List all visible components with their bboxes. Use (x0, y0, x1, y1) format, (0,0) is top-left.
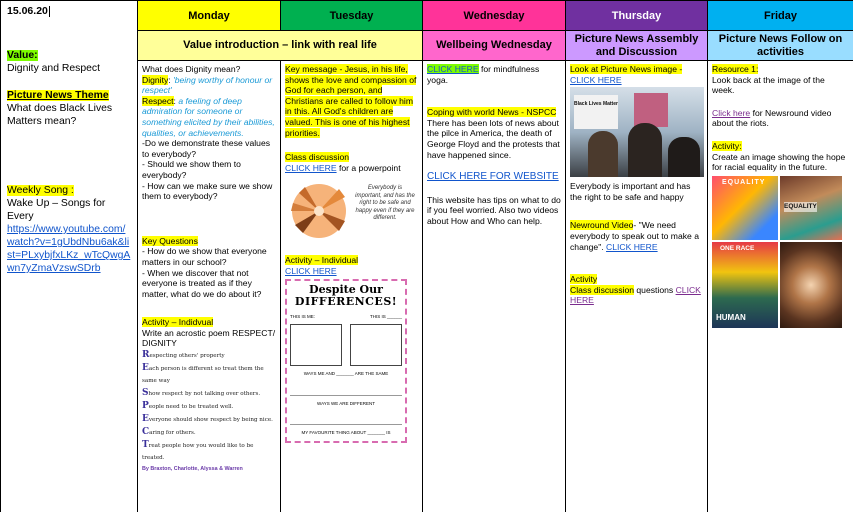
wednesday-header: Wednesday (423, 1, 565, 31)
website-text: This website has tips on what to do if you feel worried. Also two videos about How and Who can help. (427, 194, 561, 226)
thursday-column (566, 1, 708, 512)
acrostic-initial: T (142, 440, 149, 451)
song-link[interactable]: https://www.youtube.com/watch?v=1gUbdNbu6ak&list=PLxybjfxLKz_wTcQwgAwn7yZmaVzswSDrb (7, 224, 131, 274)
acrostic-initial: E (142, 414, 149, 425)
follow-on-subheader: Picture News Follow on activities (708, 31, 853, 61)
protester-2 (628, 123, 662, 177)
tuesday-body (281, 62, 422, 512)
value-introduction-subheader: Value introduction – link with real life (138, 31, 423, 61)
art-equality-hands-word: EQUALITY (784, 202, 817, 213)
website-link[interactable]: CLICK HERE FOR WEBSITE (427, 171, 559, 183)
monday-activity-text: Write an acrostic poem RESPECT/ DIGNITY (142, 327, 276, 349)
theme-text: What does Black Lives Matters mean? (7, 103, 113, 127)
key-message: Key message - Jesus, in his life, shows the love and compassion of God for each person, and Christians are called to follow him in this. All God's children are valued. This is one of his highest priorities. (285, 64, 417, 138)
thursday-body (566, 62, 707, 512)
acrostic-rest: especting others' property (149, 353, 225, 360)
coping-text: There has been lots of news about the pilce in America, the death of George Floyd and the protests that have happened since. (427, 117, 560, 160)
key-question-2: - When we discover that not everyone is treated as if they matter, what do we do about it? (142, 267, 262, 299)
worksheet-title-2: DIFFERENCES! (294, 294, 398, 308)
worksheet-this-is-me: THIS IS ME: (290, 313, 316, 319)
newsround-link[interactable]: CLICK HERE (606, 241, 658, 252)
protest-sign: Black Lives Matter (574, 95, 618, 129)
monday-body: What does Dignity mean? Dignity: 'being worthy of honour or respect' Respect: a feeling of deep admiration for someone or something elicited by their abilities, qualities, or achievements. -Do we demonstrate these values to everybody? - Should we show them to everybody? - How can we make sure we show them to everybody? Key Questions - How do we show that everyone matters in our school? - When we discover that not everyone is treated as if they matter, what do we do about it? Activity – Indidvual Write an acrostic poem RESPECT/ DIGNITY Respecting others' property Each person is different so treat them the same way Show respect by not talking over others. People need to be treated well. Everyone should show respect by being nice. Caring for others. Treat people how you would like to be treated. By Braxton, Charlotte, Alyssa & Warren (138, 62, 280, 512)
friday-activity-text: Create an image showing the hope for racial equality in the future. (712, 151, 846, 173)
monday-bullet-3: - How can we make sure we show them to everybody? (142, 180, 273, 202)
acrostic-line (142, 362, 276, 387)
acrostic-initial: R (142, 350, 150, 361)
thursday-class-text: questions (634, 284, 676, 295)
acrostic-initial: S (142, 388, 149, 399)
acrostic-rest: eople need to be treated well. (148, 404, 234, 411)
date-label: 15.06.20 (7, 5, 48, 17)
art-equality-face (712, 176, 778, 240)
acrostic-names: By Braxton, Charlotte, Alyssa & Warren (142, 466, 243, 473)
hands-caption: Everybody is important, and has the right to be safe and happy even if they are different. (355, 185, 415, 222)
dignity-definition: 'being worthy of honour or respect' (142, 74, 273, 96)
song-text: Wake Up – Songs for Every (7, 198, 106, 222)
newsround-label: Newround Video (570, 220, 634, 231)
value-label: Value: (7, 50, 38, 61)
acrostic-line (142, 426, 276, 439)
info-body (1, 45, 137, 512)
protester-3 (668, 137, 700, 177)
info-column (1, 1, 138, 512)
protest-poster (634, 93, 668, 127)
powerpoint-link[interactable]: CLICK HERE (285, 162, 337, 173)
acrostic-poem (142, 349, 276, 464)
worksheet-boxes (290, 324, 402, 366)
acrostic-line (142, 439, 276, 464)
dignity-label: Dignity (142, 74, 169, 85)
text-cursor (49, 6, 50, 17)
dignity-question: What does Dignity mean? (142, 64, 241, 74)
art-human-word: HUMAN (716, 313, 746, 323)
tuesday-column (281, 1, 423, 512)
acrostic-line (142, 387, 276, 400)
song-label: Weekly Song : (7, 185, 74, 196)
monday-activity-label: Activity – Indidvual (142, 317, 214, 328)
worksheet-row-1 (290, 312, 402, 323)
thursday-header: Thursday (566, 1, 707, 31)
resource-text: Look back at the image of the week. (712, 74, 825, 96)
art-one-race-word: ONE RACE (720, 244, 755, 252)
wednesday-column (423, 1, 566, 512)
acrostic-line (142, 413, 276, 426)
acrostic-rest: ach person is different so treat them the same way (142, 366, 264, 385)
yoga-link[interactable]: CLICK HERE (427, 64, 479, 74)
value-text: Dignity and Respect (7, 63, 100, 74)
assembly-subheader: Picture News Assembly and Discussion (566, 31, 707, 61)
key-question-1: - How do we show that everyone matters in our school? (142, 246, 267, 267)
art-equality-word: EQUALITY (722, 178, 766, 186)
wellbeing-subheader: Wellbeing Wednesday (423, 31, 565, 61)
yoga-text: for mindfulness yoga. (427, 64, 540, 85)
acrostic-line (142, 349, 276, 362)
worksheet-different: WAYS WE ARE DIFFERENT (316, 400, 375, 406)
coping-label: Coping with world News - NSPCC (427, 107, 557, 118)
acrostic-initial: E (142, 363, 149, 374)
acrostic-rest: how respect by not talking over others. (148, 391, 261, 398)
acrostic-initial: P (142, 401, 149, 412)
acrostic-rest: veryone should show respect by being nice. (148, 417, 273, 424)
friday-activity-label: Activity: (712, 140, 742, 151)
tuesday-activity-label: Activity – Individual (285, 255, 359, 266)
protester-1 (588, 131, 618, 177)
worksheet-box-left (290, 324, 342, 366)
friday-column (708, 1, 853, 512)
protest-photo (570, 87, 704, 177)
thursday-class-label: Class discussion (570, 284, 634, 295)
monday-header: Monday (138, 1, 280, 31)
worksheet-this-is: THIS IS ______ (369, 313, 402, 319)
look-text: Look at Picture News image - (570, 64, 683, 74)
respect-definition: a feeling of deep admiration for someone or something elicited by their abilities, qualities, or achievements. (142, 95, 275, 138)
differences-worksheet (285, 279, 407, 443)
worksheet-title-1: Despite Our (309, 282, 383, 296)
key-questions-label: Key Questions (142, 235, 198, 246)
monday-bullet-1: -Do we demonstrate these values to everybody? (142, 138, 271, 159)
powerpoint-text: for a powerpoint (336, 162, 401, 173)
questions-link[interactable]: CLICK HERE (570, 284, 701, 306)
acrostic-initial: C (142, 427, 150, 438)
resource-label: Resource 1: (712, 64, 759, 74)
worksheet-favourite: MY FAVOURITE THING ABOUT _______ IS (301, 430, 391, 436)
acrostic-rest: reat people how you would like to be treated. (142, 443, 254, 462)
friday-body (708, 62, 853, 512)
picture-news-link[interactable]: CLICK HERE (570, 74, 622, 85)
thursday-right-text: Everybody is important and has the right to be safe and happy (570, 181, 691, 202)
worksheet-same: WAYS ME AND _______ ARE THE SAME (303, 371, 389, 377)
acrostic-rest: aring for others. (149, 430, 196, 437)
art-one-race (712, 242, 778, 328)
theme-label: Picture News Theme (7, 90, 109, 101)
art-hands-equality (780, 176, 842, 240)
friday-header: Friday (708, 1, 853, 31)
hands-image (285, 179, 418, 247)
equality-artwork-grid (712, 176, 842, 328)
thursday-activity-label: Activity (570, 274, 598, 285)
art-stacked-hands (780, 242, 842, 328)
monday-bullet-2: - Should we show them to everybody? (142, 159, 241, 180)
wednesday-body (423, 62, 565, 512)
newsround-riots-link[interactable]: Click here (712, 107, 751, 118)
newsround-riots-text: for Newsround video about the riots. (712, 107, 832, 129)
tuesday-header: Tuesday (281, 1, 422, 31)
tuesday-activity-link[interactable]: CLICK HERE (285, 265, 337, 276)
newsround-text: - "We need everybody to speak out to make a change". (570, 220, 699, 252)
acrostic-line (142, 400, 276, 413)
worksheet-box-right (350, 324, 402, 366)
monday-column (138, 1, 281, 512)
class-discussion-label: Class discussion (285, 152, 349, 163)
respect-label: Respect (142, 95, 174, 106)
